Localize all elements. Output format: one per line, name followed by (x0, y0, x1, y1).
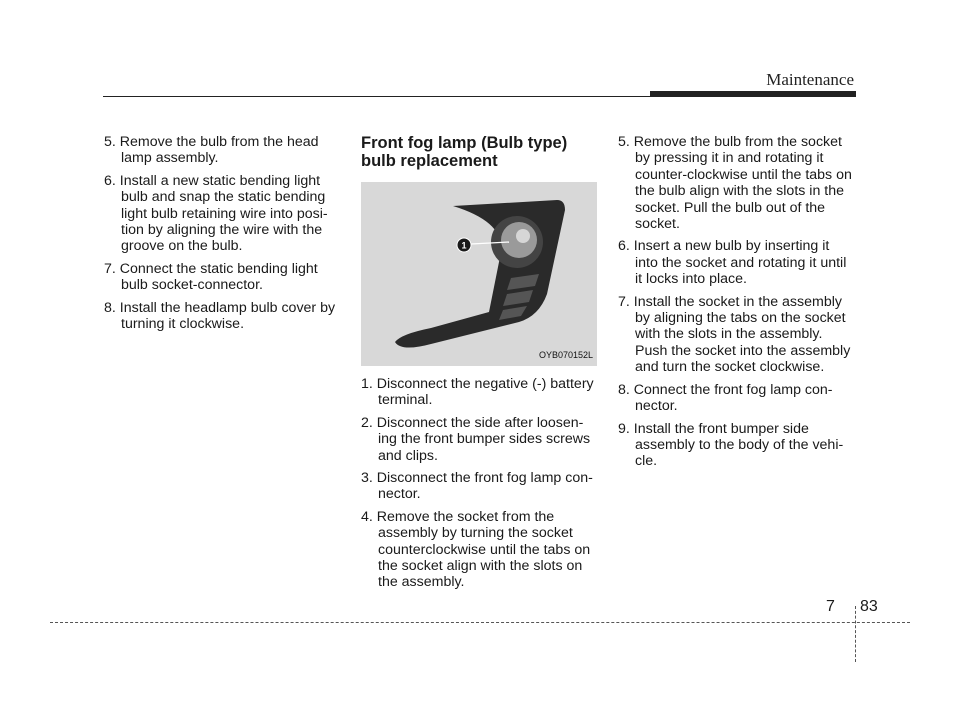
footer-dashed-rule (50, 622, 910, 623)
list-item: 5. Remove the bulb from the head lamp assembly. (104, 134, 319, 167)
list-item: 7. Install the socket in the assembly by aligning the tabs on the socket with the slots in the assembly. Push the socket into the assembly and turn the socket clockwise. (618, 293, 851, 376)
column-middle (361, 134, 598, 597)
callout-number: 1 (461, 240, 467, 251)
list-item: 8. Install the headlamp bulb cover by turning it clockwise. (104, 299, 336, 333)
list-item: 6. Install a new static bending light bulb and snap the static bending light bulb retaining wire into posi- tion by aligning the wire with the groove on the bulb. (104, 172, 328, 255)
step-list-left (104, 134, 341, 332)
header-rule-thick (650, 91, 856, 97)
list-item: 2. Disconnect the side after loosen- ing the front bumper sides screws and clips. (361, 414, 591, 464)
list-item: 7. Connect the static bending light bulb socket-connector. (104, 260, 318, 294)
list-item: 1. Disconnect the negative (-) battery terminal. (361, 376, 594, 409)
list-item: 9. Install the front bumper side assembly to the body of the vehi- cle. (618, 420, 844, 470)
column-right (618, 134, 855, 476)
step-list-right (618, 134, 855, 470)
lamp-highlight (516, 229, 530, 243)
column-left (104, 134, 341, 338)
fog-lamp-figure (361, 182, 597, 366)
step-list-middle (361, 376, 598, 591)
chapter-number: 7 (826, 598, 835, 615)
section-heading: Front fog lamp (Bulb type) bulb replacement (361, 134, 568, 170)
header-rule-thin (103, 96, 650, 97)
list-item: 5. Remove the bulb from the socket by pressing it in and rotating it counter-clockwise until the tabs on the bulb align with the slots in the socket. Pull the bulb out of the socket. (618, 134, 852, 233)
footer-dashed-divider (855, 606, 856, 662)
bezel-outer (395, 200, 565, 348)
list-item: 4. Remove the socket from the assembly by turning the socket counterclockwise until the tabs on the socket align with the slots on the assembly. (361, 508, 591, 591)
figure-code: OYB070152L (538, 349, 593, 360)
page-number: 83 (860, 598, 878, 615)
list-item: 6. Insert a new bulb by inserting it into the socket and rotating it until it locks into place. (618, 238, 847, 288)
list-item: 8. Connect the front fog lamp con- nector. (618, 381, 833, 415)
section-title: Maintenance (766, 70, 854, 89)
list-item: 3. Disconnect the front fog lamp con- nector. (361, 470, 593, 503)
fog-lamp-illustration (361, 182, 597, 366)
